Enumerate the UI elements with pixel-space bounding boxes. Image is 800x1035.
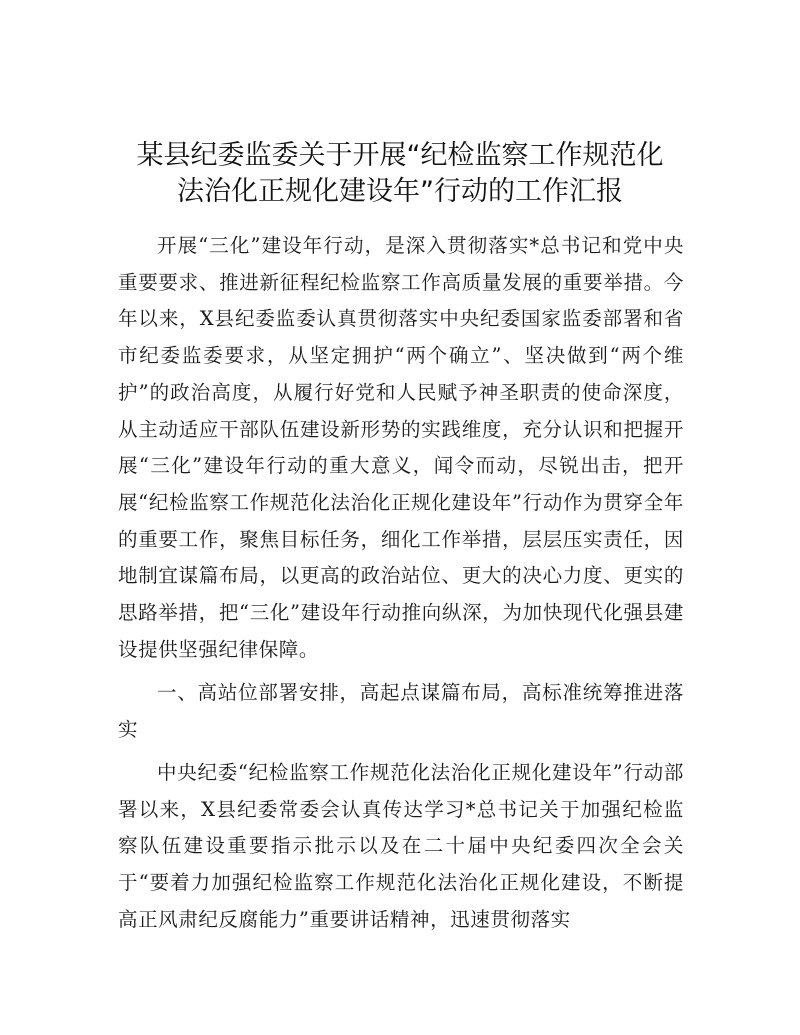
title-line-1: 某县纪委监委关于开展“纪检监察工作规范化 [136, 140, 664, 171]
paragraph-section-1: 中央纪委“纪检监察工作规范化法治化正规化建设年”行动部署以来，X县纪委常委会认真传达学习*总书记关于加强纪检监察队伍建设重要指示批示以及在二十届中央纪委四次全会关于“要着力加强纪检监察工作规范化法治化正规化建设，不断提高正风肃纪反腐能力”重要讲话精神，迅速贯彻落实 [118, 761, 684, 931]
section-heading-1: 一、高站位部署安排，高起点谋篇布局，高标准统筹推进落实 [118, 681, 684, 741]
paragraph-intro: 开展“三化”建设年行动，是深入贯彻落实*总书记和党中央重要要求、推进新征程纪检监察工作高质量发展的重要举措。今年以来，X县纪委监委认真贯彻落实中央纪委国家监委部署和省市纪委监委要求，从坚定拥护“两个确立”、坚决做到“两个维护”的政治高度，从履行好党和人民赋予神圣职责的使命深度，从主动适应干部队伍建设新形势的实践维度，充分认识和把握开展“三化”建设年行动的重大意义，闻令而动，尽锐出击，把开展“纪检监察工作规范化法治化正规化建设年”行动作为贯穿全年的重要工作，聚焦目标任务，细化工作举措，层层压实责任，因地制宜谋篇布局，以更高的政治站位、更大的决心力度、更实的思路举措，把“三化”建设年行动推向纵深，为加快现代化强县建设提供坚强纪律保障。 [118, 234, 684, 661]
document-title [100, 138, 700, 210]
title-line-2: 法治化正规化建设年”行动的工作汇报 [177, 176, 623, 207]
